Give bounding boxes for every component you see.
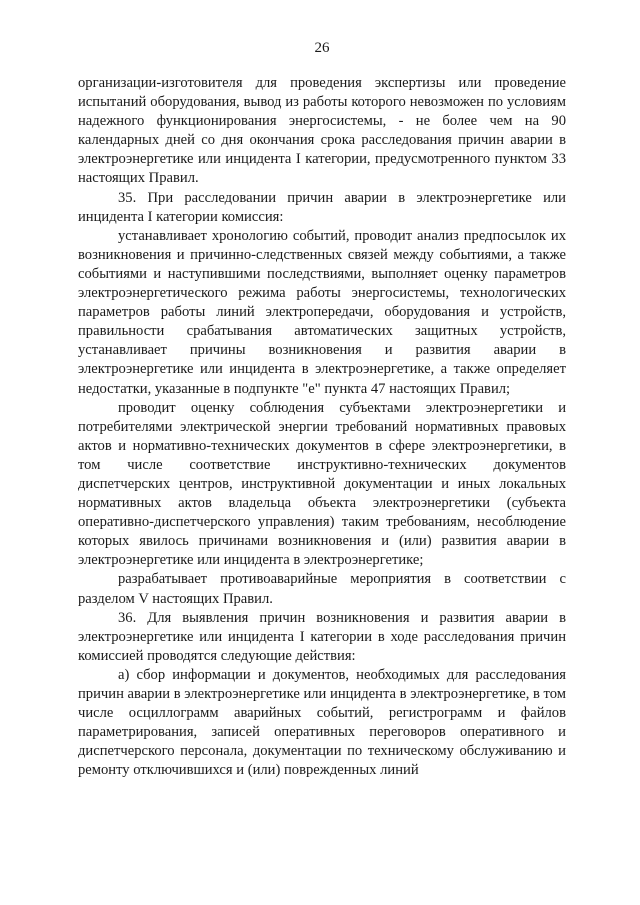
document-body xyxy=(78,74,566,780)
paragraph-item-35: 35. При расследовании причин аварии в электроэнергетике или инцидента I категории комиссия: xyxy=(78,189,566,225)
paragraph-subitem-a: а) сбор информации и документов, необходимых для расследования причин аварии в электроэнергетике или инцидента в электроэнергетике, в том числе осциллограмм аварийных событий, регистрограмм и файлов параметрирования, записей оперативных переговоров оперативного и диспетчерского персонала, документации по техническому обслуживанию и ремонту отключившихся и (или) поврежденных линий xyxy=(78,666,566,779)
paragraph-compliance-assessment: проводит оценку соблюдения субъектами электроэнергетики и потребителями электрической энергии требований нормативных правовых актов и нормативно-технических документов в сфере электроэнергетики, в том числе соответствие инструктивно-технических документов диспетчерских центров, инструктивной документации и иных локальных нормативных актов владельца объекта электроэнергетики (субъекта оперативно-диспетчерского управления) таким требованиям, несоблюдение которых явилось причинами возникновения и (или) развития аварии в электроэнергетике или инцидента в электроэнергетике; xyxy=(78,399,566,569)
paragraph-countermeasures: разрабатывает противоаварийные мероприятия в соответствии с разделом V настоящих Правил. xyxy=(78,571,566,607)
page-number: 26 xyxy=(314,40,330,56)
paragraph-chronology: устанавливает хронологию событий, проводит анализ предпосылок их возникновения и причинно-следственных связей между событиями, а также событиями и наступившими последствиями, выполняет оценку параметров электроэнергетического режима работы энергосистемы, технологических параметров работы линий электропередачи, оборудования и устройств, правильности срабатывания автоматических защитных устройств, устанавливает причины возникновения и развития аварии в электроэнергетике или инцидента в электроэнергетике, а также определяет недостатки, указанные в подпункте "е" пункта 47 настоящих Правил; xyxy=(78,227,566,397)
paragraph-continuation: организации-изготовителя для проведения экспертизы или проведение испытаний оборудования, вывод из работы которого невозможен по условиям надежного функционирования энергосистемы, - не более чем на 90 календарных дней со дня окончания срока расследования причин аварии в электроэнергетике или инцидента I категории, предусмотренного пунктом 33 настоящих Правил. xyxy=(78,75,566,187)
paragraph-item-36: 36. Для выявления причин возникновения и развития аварии в электроэнергетике или инцидента I категории в ходе расследования причин комиссией проводятся следующие действия: xyxy=(78,609,566,664)
